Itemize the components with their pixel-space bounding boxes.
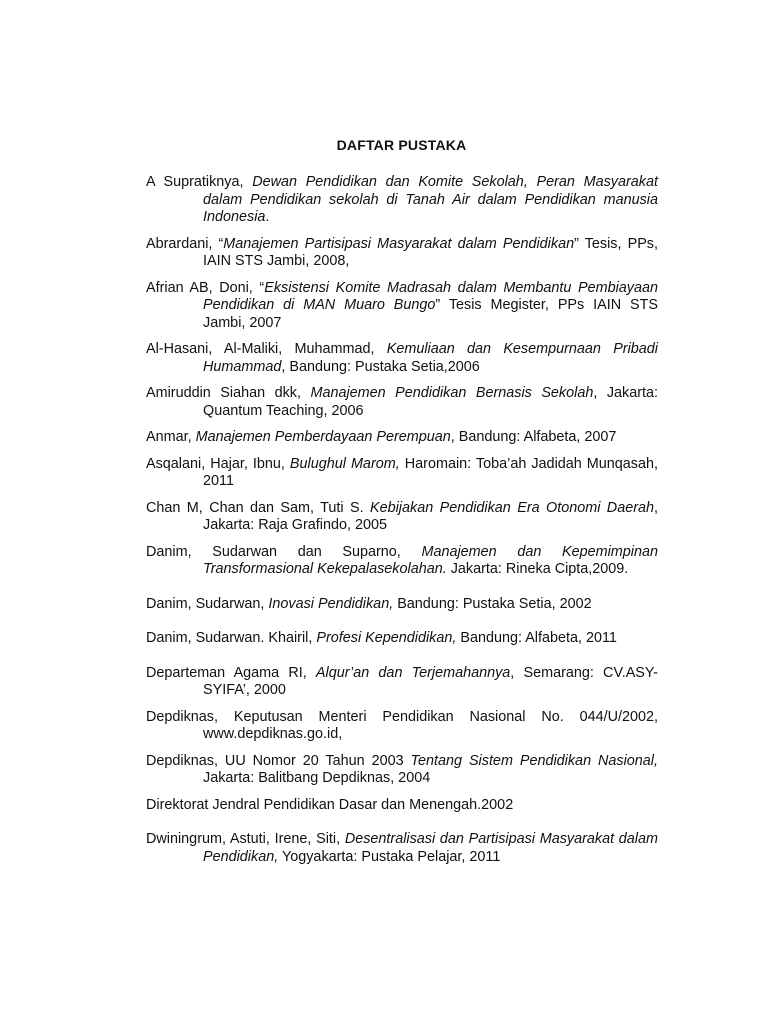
- entry-text: ” Tesis, PPs, IAIN STS Jambi, 2008,: [203, 235, 658, 269]
- bibliography-entry: [146, 385, 658, 420]
- entry-title: Manajemen Pendidikan Bernasis Sekolah: [310, 385, 594, 401]
- entry-title: Profesi Kependidikan,: [316, 630, 457, 646]
- bibliography-entry: [146, 596, 658, 614]
- entry-text: Direktorat Jendral Pendidikan Dasar dan Menengah.2002: [146, 796, 514, 813]
- entry-text: Departeman Agama RI,: [146, 664, 316, 681]
- entry-title: Eksistensi Komite Madrasah dalam Membantu Pembiayaan Pendidikan di MAN Muaro Bungo: [203, 279, 659, 313]
- bibliography-entry: [146, 797, 658, 815]
- entry-text: Depdiknas, Keputusan Menteri Pendidikan Nasional No. 044/U/2002, www.depdiknas.go.id,: [146, 708, 658, 742]
- entry-title: Kemuliaan dan Kesempurnaan Pribadi Humammad: [203, 341, 658, 375]
- entry-text: , Semarang: CV.ASY-SYIFA’, 2000: [203, 664, 658, 698]
- page-title: DAFTAR PUSTAKA: [336, 137, 467, 153]
- entry-title: Manajemen Partisipasi Masyarakat dalam Pendidikan: [223, 235, 575, 252]
- entry-text: Yogyakarta: Pustaka Pelajar, 2011: [278, 848, 501, 865]
- entry-text: Abrardani, “: [146, 235, 224, 252]
- bibliography-entry: [146, 665, 658, 700]
- bibliography-entry: [146, 630, 658, 648]
- entry-text: Afrian AB, Doni, “: [146, 279, 265, 296]
- entry-title: Manajemen Pemberdayaan Perempuan: [195, 429, 451, 445]
- bibliography-entry: [146, 280, 658, 333]
- entry-text: Asqalani, Hajar, Ibnu,: [146, 455, 290, 472]
- entry-text: Chan M, Chan dan Sam, Tuti S.: [146, 499, 370, 516]
- bibliography-entry: [146, 709, 658, 744]
- entry-text: , Jakarta: Quantum Teaching, 2006: [203, 385, 659, 419]
- entry-title: Kebijakan Pendidikan Era Otonomi Daerah: [370, 499, 654, 516]
- entry-title: Bulughul Marom,: [289, 455, 400, 472]
- entry-text: Bandung: Pustaka Setia, 2002: [393, 595, 592, 612]
- entry-text: A Supratiknya,: [146, 174, 253, 190]
- entry-title: Desentralisasi dan Partisipasi Masyarakat dalam Pendidikan,: [203, 831, 658, 865]
- entry-text: Danim, Sudarwan. Khairil,: [146, 630, 317, 646]
- entry-text: .: [265, 209, 270, 225]
- entry-text: Jakarta: Balitbang Depdiknas, 2004: [203, 770, 431, 786]
- entry-text: , Bandung: Alfabeta, 2007: [450, 429, 617, 445]
- entry-text: Danim, Sudarwan dan Suparno,: [146, 543, 422, 560]
- entry-text: Dwiningrum, Astuti, Irene, Siti,: [146, 831, 345, 847]
- entry-text: Anmar,: [146, 429, 196, 445]
- entry-text: Jakarta: Rineka Cipta,2009.: [446, 561, 629, 577]
- entry-title: Dewan Pendidikan dan Komite Sekolah, Peran Masyarakat dalam Pendidikan sekolah di Tanah Air dalam Pendidikan manusia Indonesia: [203, 174, 658, 225]
- bibliography-entry: [146, 831, 658, 866]
- bibliography-entry: [146, 236, 658, 271]
- bibliography-entry: [146, 753, 658, 788]
- entry-title: Tentang Sistem Pendidikan Nasional,: [410, 752, 658, 769]
- entry-text: Depdiknas, UU Nomor 20 Tahun 2003: [146, 752, 411, 769]
- entry-text: , Bandung: Pustaka Setia,2006: [281, 358, 480, 375]
- bibliography-entry: [146, 429, 658, 447]
- bibliography-entry: [146, 544, 658, 579]
- entry-text: Bandung: Alfabeta, 2011: [456, 630, 617, 646]
- entry-text: , Jakarta: Raja Grafindo, 2005: [203, 499, 658, 533]
- bibliography-entry: [146, 500, 658, 535]
- entry-text: ” Tesis Megister, PPs IAIN STS Jambi, 2007: [203, 297, 658, 331]
- entry-title: Manajemen dan Kepemimpinan Transformasional Kekepalasekolahan.: [203, 543, 658, 577]
- bibliography-entry: [146, 341, 658, 376]
- bibliography-entry: [146, 456, 658, 491]
- entry-text: Al-Hasani, Al-Maliki, Muhammad,: [146, 341, 387, 357]
- entry-text: Amiruddin Siahan dkk,: [146, 385, 311, 401]
- entry-title: Alqur’an dan Terjemahannya: [315, 664, 511, 681]
- entry-text: Danim, Sudarwan,: [146, 595, 269, 612]
- entry-text: Haromain: Toba’ah Jadidah Munqasah, 2011: [203, 455, 659, 489]
- entry-title: Inovasi Pendidikan,: [268, 595, 394, 612]
- bibliography-entry: [146, 174, 658, 227]
- bibliography-list: [146, 174, 658, 875]
